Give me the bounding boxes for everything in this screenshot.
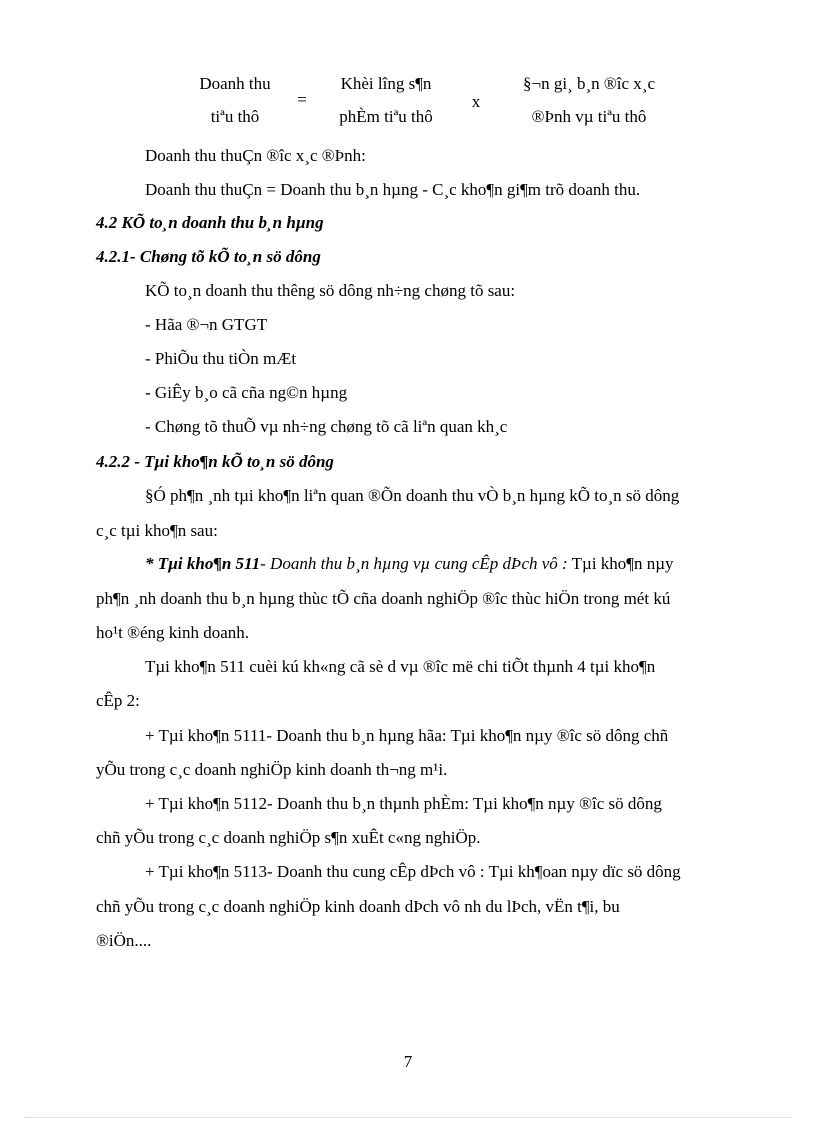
- text-line: Doanh thu thuÇn ®îc x¸c ®Þnh:: [145, 146, 366, 165]
- formula-times: x: [471, 92, 481, 111]
- paragraph-line: Tµi kho¶n 511 cuèi kú kh«ng cã sè d vµ ®îc më chi tiÕt thµnh 4 tµi kho¶n: [145, 657, 656, 676]
- text-line: Doanh thu thuÇn = Doanh thu b¸n hµng - C¸c kho¶n gi¶m trõ doanh thu.: [145, 180, 641, 199]
- formula-lhs-line1: Doanh thu: [199, 74, 271, 93]
- paragraph-line: ph¶n ¸nh doanh thu b¸n hµng thùc tÕ cña doanh nghiÖp ®îc thùc hiÖn trong mét kú: [96, 589, 671, 608]
- paragraph-line: chñ yÕu trong c¸c doanh nghiÖp s¶n xuÊt c«ng nghiÖp.: [96, 828, 481, 847]
- account-511-label: * Tµi kho¶n 511: [145, 554, 261, 573]
- paragraph-line: c¸c tµi kho¶n sau:: [96, 521, 218, 540]
- list-item: - Chøng tõ thuÕ vµ nh÷ng chøng tõ cã liªn quan kh¸c: [145, 417, 508, 436]
- account-511-rest: Tµi kho¶n nµy: [567, 554, 674, 573]
- paragraph-line: chñ yÕu trong c¸c doanh nghiÖp kinh doanh dÞch vô nh du lÞch, vËn t¶i, bu: [96, 897, 620, 916]
- formula-mid-line1: Khèi lîng s¶n: [340, 74, 432, 93]
- formula-equals: =: [297, 90, 307, 109]
- account-511-title: - Doanh thu b¸n hµng vµ cung cÊp dÞch vô :: [260, 554, 568, 573]
- paragraph-line: yÕu trong c¸c doanh nghiÖp kinh doanh th¬ng m¹i.: [96, 760, 448, 779]
- paragraph-line: + Tµi kho¶n 5112- Doanh thu b¸n thµnh phÈm: Tµi kho¶n nµy ®îc sö dông: [145, 794, 662, 813]
- paragraph-line: + Tµi kho¶n 5113- Doanh thu cung cÊp dÞch vô : Tµi kh¶oan nµy dïc sö dông: [145, 862, 681, 881]
- text-line: KÕ to¸n doanh thu thêng sö dông nh÷ng chøng tõ sau:: [145, 281, 516, 300]
- list-item: - PhiÕu thu tiÒn mÆt: [145, 349, 297, 368]
- paragraph-line: [145, 554, 674, 574]
- formula-lhs-line2: tiªu thô: [210, 107, 260, 126]
- formula-rhs-line1: §¬n gi¸ b¸n ®îc x¸c: [522, 74, 656, 93]
- formula-mid-line2: phÈm tiªu thô: [339, 107, 433, 126]
- page-divider: [24, 1117, 792, 1118]
- list-item: - Hãa ®¬n GTGT: [145, 315, 268, 334]
- section-heading-4-2-2: 4.2.2 - Tµi kho¶n kÕ to¸n sö dông: [96, 452, 334, 471]
- list-item: - GiÊy b¸o cã cña ng©n hµng: [145, 383, 348, 402]
- paragraph-line: §Ó ph¶n ¸nh tµi kho¶n liªn quan ®Õn doanh thu vÒ b¸n hµng kÕ to¸n sö dông: [145, 486, 680, 505]
- page-number: 7: [403, 1052, 413, 1071]
- paragraph-line: ho¹t ®éng kinh doanh.: [96, 623, 250, 642]
- formula-rhs-line2: ®Þnh vµ tiªu thô: [531, 107, 647, 126]
- section-heading-4-2-1: 4.2.1- Chøng tõ kÕ to¸n sö dông: [96, 247, 321, 266]
- paragraph-line: + Tµi kho¶n 5111- Doanh thu b¸n hµng hãa: Tµi kho¶n nµy ®îc sö dông chñ: [145, 726, 669, 745]
- paragraph-line: ®iÖn....: [96, 931, 152, 950]
- paragraph-line: cÊp 2:: [96, 691, 140, 710]
- section-heading-4-2: 4.2 KÕ to¸n doanh thu b¸n hµng: [96, 213, 324, 232]
